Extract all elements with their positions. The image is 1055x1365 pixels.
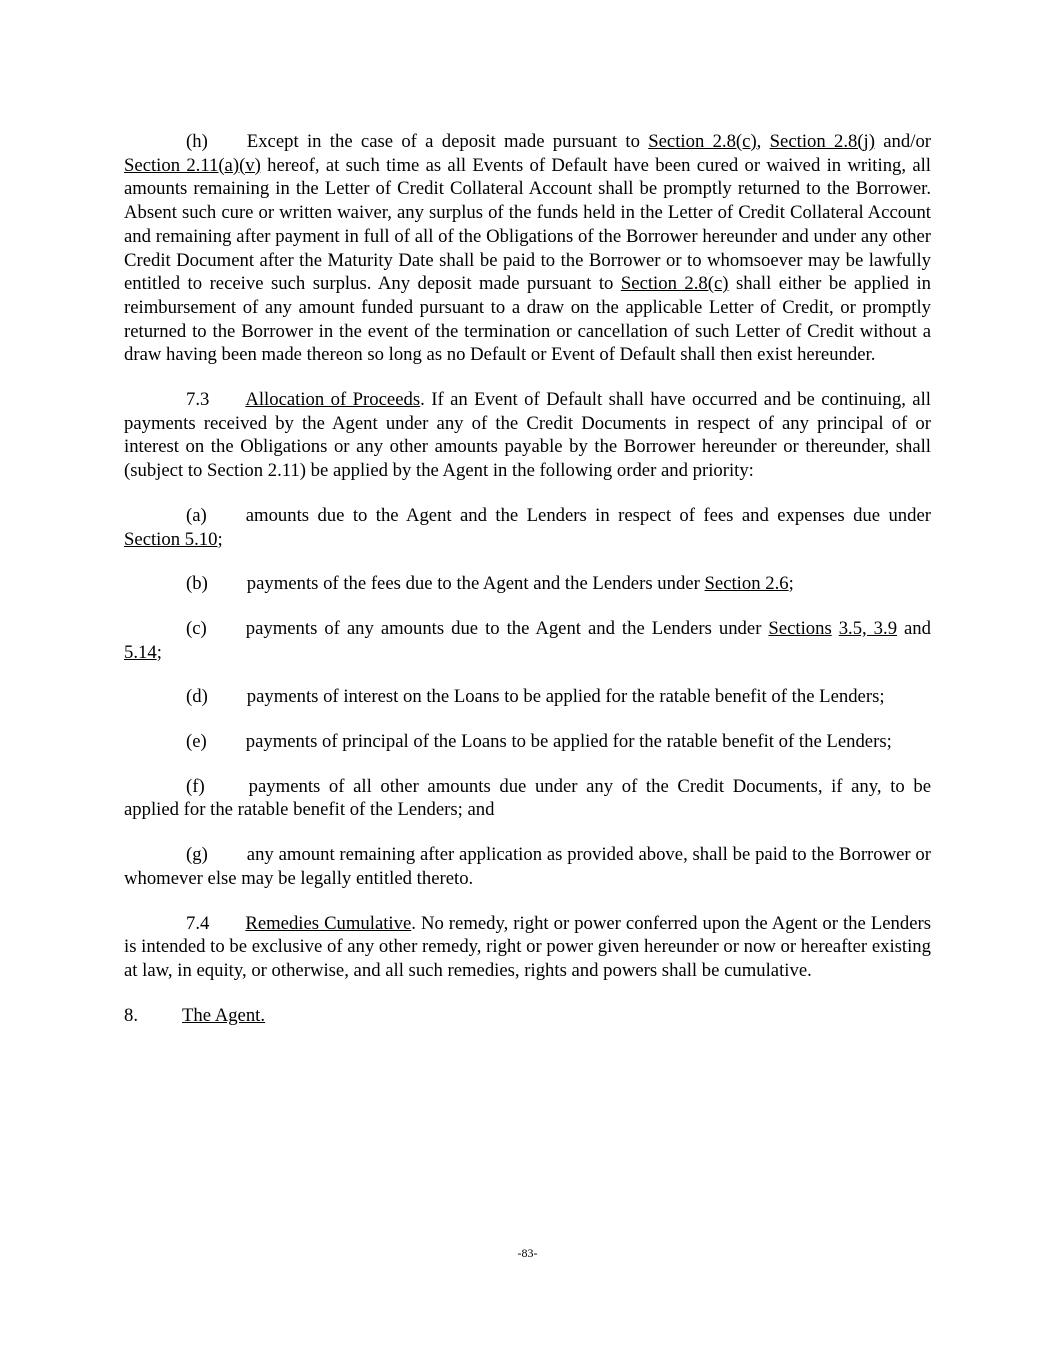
- paragraph-h-marker: (h): [186, 131, 208, 152]
- item-a-marker: (a): [186, 504, 207, 526]
- item-f-marker: (f): [186, 775, 205, 797]
- item-d-marker: (d): [186, 686, 208, 708]
- item-c-marker: (c): [186, 617, 207, 639]
- link-sections-3-5-3-9[interactable]: 3.5, 3.9: [838, 617, 898, 639]
- page-number: -83-: [517, 1246, 538, 1260]
- link-section-2-11-a-v[interactable]: Section 2.11(a)(v): [124, 154, 261, 176]
- section-7-4-title: Remedies Cumulative: [245, 912, 412, 934]
- link-section-2-8-j[interactable]: Section 2.8(j): [769, 131, 875, 152]
- item-g-marker: (g): [186, 844, 208, 866]
- item-d: (d) payments of interest on the Loans to be applied for the ratable benefit of the Lenders;: [186, 686, 885, 708]
- item-g: (g) any amount remaining after application as provided above, shall be paid to the Borrower or whomever else may be legally entitled thereto.: [124, 844, 931, 889]
- section-7-3-number: 7.3: [186, 389, 210, 411]
- paragraph-h-text-2: hereof, at such time as all Events of Default have been cured or waived in writing, all amounts remaining in the Letter of Credit Collateral Account shall be promptly returned to the Borrower. Absent such cure or written waiver, any surplus of the funds held in the Letter of Credit Collateral Account and remaining after payment in full of all of the Obligations of the Borrower hereunder and under any other Credit Document after the Maturity Date shall be paid to the Borrower or to whomsoever may be lawfully entitled to receive such surplus. Any deposit made pursuant to: [124, 154, 932, 295]
- paragraph-h-text-3: shall either be applied in reimbursement of any amount funded pursuant to a draw on the applicable Letter of Credit, or promptly returned to the Borrower in the event of the termination or cancellation of such Letter of Credit without a draw having been made thereon so long as no Default or Event of Default shall then exist hereunder.: [124, 273, 932, 366]
- link-section-2-8-c-second[interactable]: Section 2.8(c): [620, 273, 729, 295]
- section-7-4: [124, 912, 931, 983]
- item-e: (e) payments of principal of the Loans to be applied for the ratable benefit of the Lenders;: [186, 731, 892, 753]
- section-8-heading: [124, 1004, 931, 1028]
- item-b-marker: (b): [186, 573, 208, 595]
- section-7-4-number: 7.4: [186, 912, 210, 934]
- section-7-3: [124, 388, 931, 483]
- item-e-marker: (e): [186, 731, 207, 753]
- paragraph-h: (h) Except in the case of a deposit made pursuant to Section 2.8(c), Section 2.8(j) and/or Section 2.11(a)(v) hereof, at such time as all Events of Default have been cured or waived in writing, all amounts remaining in the Letter of Credit Collateral Account shall be promptly returned to the Borrower. Absent such cure or written waiver, any surplus of the funds held in the Letter of Credit Collateral Account and remaining after payment in full of all of the Obligations of the Borrower hereunder and under any other Credit Document after the Maturity Date shall be paid to the Borrower or to whomsoever may be lawfully entitled to receive such surplus. Any deposit made pursuant to Section 2.8(c) shall either be applied in reimbursement of any amount funded pursuant to a draw on the applicable Letter of Credit, or promptly returned to the Borrower in the event of the termination or cancellation of such Letter of Credit without a draw having been made thereon so long as no Default or Event of Default shall then exist hereunder.: [124, 131, 932, 366]
- link-section-5-14[interactable]: 5.14: [124, 641, 157, 663]
- link-sections[interactable]: Sections: [768, 617, 832, 639]
- section-7-4-text: . No remedy, right or power conferred upon the Agent or the Lenders is intended to be exclusive of any other remedy, right or power given hereunder or now or hereafter existing at law, in equity, or otherwise, and all such remedies, rights and powers shall be cumulative.: [124, 912, 932, 981]
- section-8-title: The Agent.: [182, 1004, 266, 1026]
- link-section-5-10[interactable]: Section 5.10: [124, 528, 218, 550]
- item-b: (b) payments of the fees due to the Agent and the Lenders under Section 2.6;: [186, 573, 794, 595]
- document-body: [124, 130, 931, 1027]
- paragraph-h-text-1: Except in the case of a deposit made pursuant to: [246, 131, 649, 152]
- section-7-3-text: . If an Event of Default shall have occurred and be continuing, all payments received by the Agent under any of the Credit Documents in respect of any principal of or interest on the Obligations or any other amounts payable by the Borrower hereunder or thereunder, shall (subject to Section 2.11) be applied by the Agent in the following order and priority:: [124, 389, 931, 482]
- section-7-3-title: Allocation of Proceeds: [245, 389, 421, 411]
- link-section-2-8-c[interactable]: Section 2.8(c): [648, 131, 757, 152]
- section-8-number: 8.: [124, 1004, 139, 1026]
- item-c: (c) payments of any amounts due to the Agent and the Lenders under Sections 3.5, 3.9 and 5.14;: [124, 617, 931, 663]
- item-f: (f) payments of all other amounts due under any of the Credit Documents, if any, to be applied for the ratable benefit of the Lenders; and: [124, 775, 931, 821]
- link-section-2-6[interactable]: Section 2.6: [704, 573, 789, 595]
- item-a: (a) amounts due to the Agent and the Lenders in respect of fees and expenses due under Section 5.10;: [124, 504, 931, 550]
